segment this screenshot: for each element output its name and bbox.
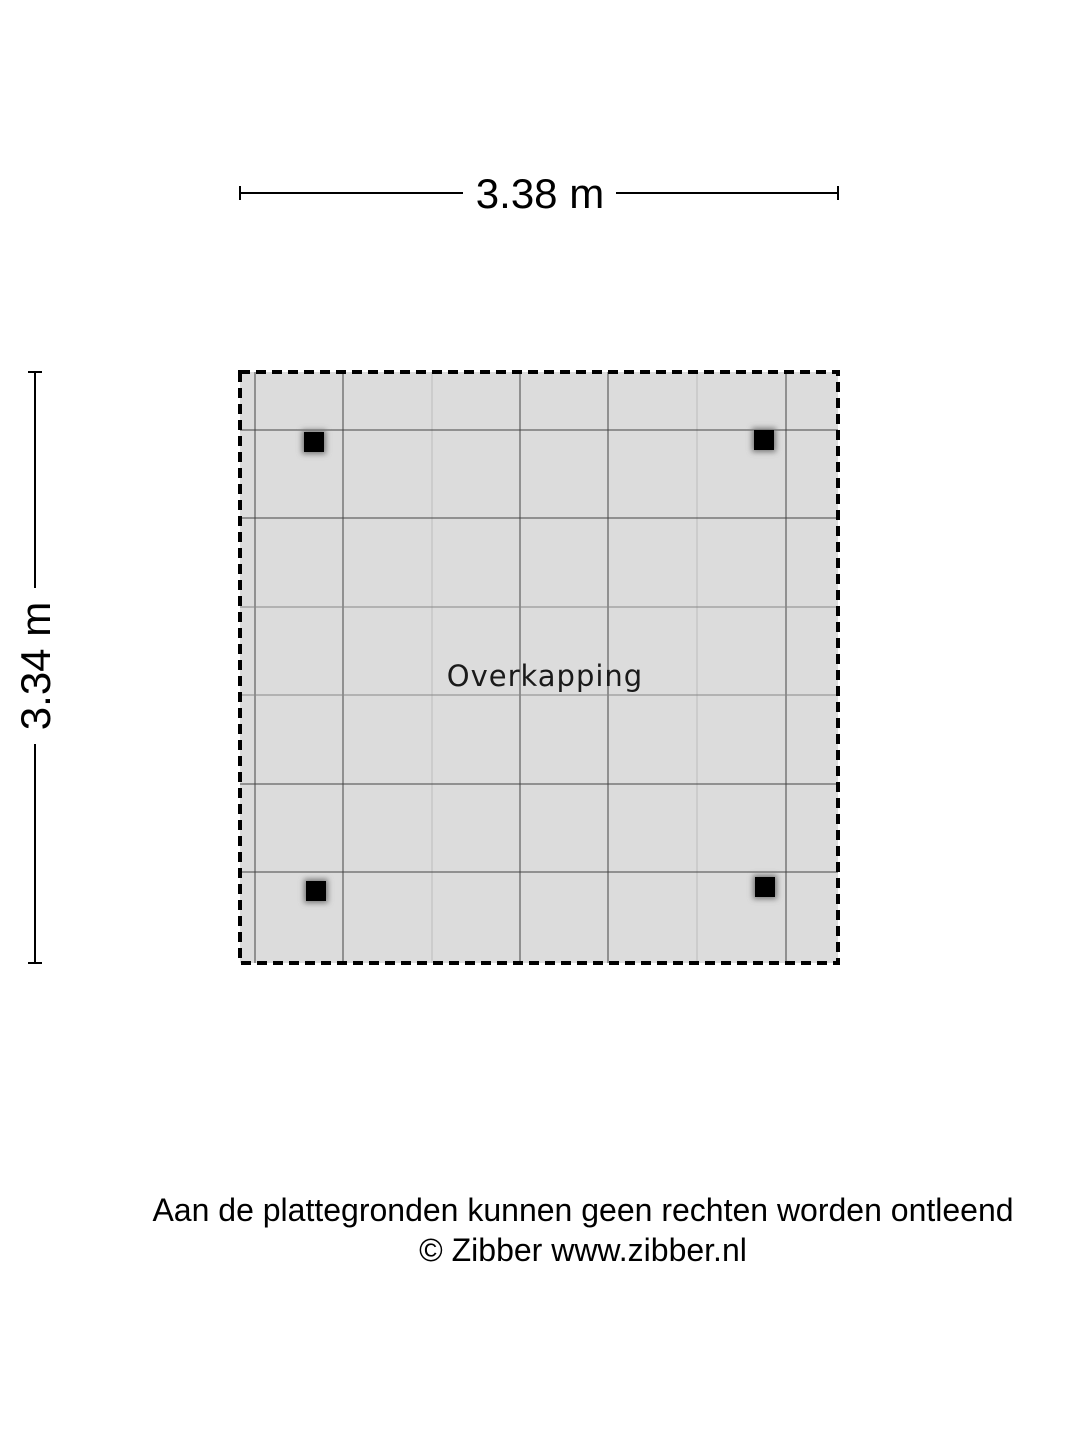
height-dimension [12, 372, 59, 963]
width-dimension-label: 3.38 m [475, 170, 605, 217]
disclaimer-text: Aan de plattegronden kunnen geen rechten worden ontleend [152, 1192, 1014, 1228]
copyright-text: © Zibber www.zibber.nl [419, 1232, 747, 1268]
post-top-right [754, 430, 774, 450]
post-bottom-right [755, 877, 775, 897]
width-dimension [240, 170, 838, 217]
room-overkapping [240, 372, 838, 963]
height-dimension-label: 3.34 m [12, 601, 59, 731]
post-top-left [304, 432, 324, 452]
room-label: Overkapping [446, 659, 644, 693]
post-bottom-left [306, 881, 326, 901]
